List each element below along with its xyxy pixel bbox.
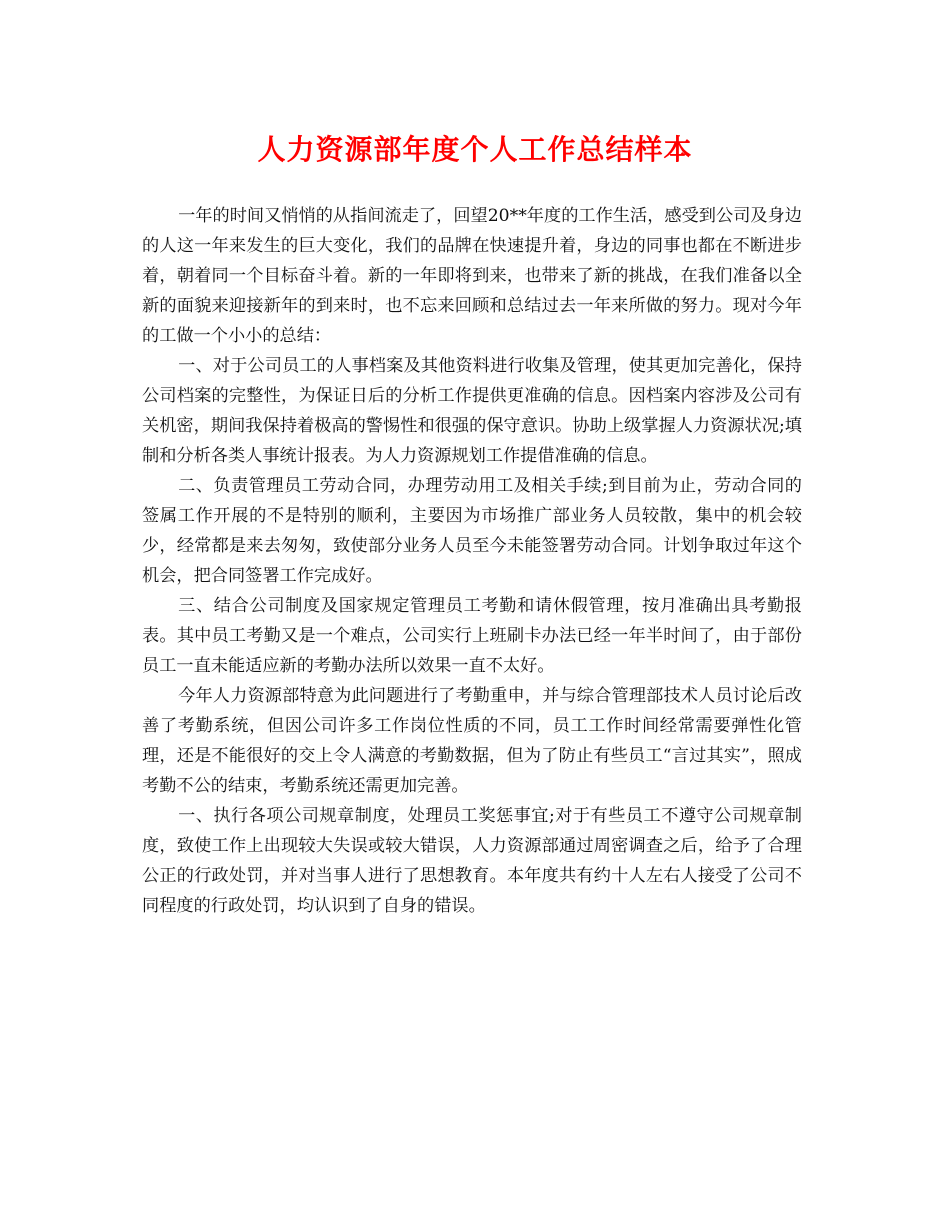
document-body xyxy=(142,201,802,921)
paragraph-archives: 一、对于公司员工的人事档案及其他资料进行收集及管理，使其更加完善化，保持公司档案的完整性，为保证日后的分析工作提供更准确的信息。因档案内容涉及公司有关机密，期间我保持着极高的警惕性和很强的保守意识。协助上级掌握人力资源状况;填制和分析各类人事统计报表。为人力资源规划工作提借准确的信息。 xyxy=(142,356,802,466)
paragraph-attendance-system: 今年人力资源部特意为此问题进行了考勤重申，并与综合管理部技术人员讨论后改善了考勤系统，但因公司许多工作岗位性质的不同，员工工作时间经常需要弹性化管理，还是不能很好的交上令人满意的考勤数据，但为了防止有些员工“言过其实”，照成考勤不公的结束，考勤系统还需更加完善。 xyxy=(142,686,802,796)
paragraph-attendance: 三、结合公司制度及国家规定管理员工考勤和请休假管理，按月准确出具考勤报表。其中员工考勤又是一个难点，公司实行上班刷卡办法已经一年半时间了，由于部份员工一直未能适应新的考勤办法所以效果一直不太好。 xyxy=(142,596,802,676)
document-title: 人力资源部年度个人工作总结样本 xyxy=(257,133,693,166)
paragraph-discipline: 一、执行各项公司规章制度，处理员工奖惩事宜;对于有些员工不遵守公司规章制度，致使工作上出现较大失误或较大错误，人力资源部通过周密调查之后，给予了合理公正的行政处罚，并对当事人进行了思想教育。本年度共有约十人左右人接受了公司不同程度的行政处罚，均认识到了自身的错误。 xyxy=(142,806,802,916)
paragraph-contracts: 二、负责管理员工劳动合同，办理劳动用工及相关手续;到目前为止，劳动合同的签属工作开展的不是特别的顺利，主要因为市场推广部业务人员较散，集中的机会较少，经常都是来去匆匆，致使部分业务人员至今未能签署劳动合同。计划争取过年这个机会，把合同签署工作完成好。 xyxy=(142,476,802,586)
paragraph-intro: 一年的时间又悄悄的从指间流走了，回望20**年度的工作生活，感受到公司及身边的人这一年来发生的巨大变化，我们的品牌在快速提升着，身边的同事也都在不断进步着，朝着同一个目标奋斗着。新的一年即将到来，也带来了新的挑战，在我们准备以全新的面貌来迎接新年的到来时，也不忘来回顾和总结过去一年来所做的努力。现对今年的工做一个小小的总结： xyxy=(142,206,802,346)
